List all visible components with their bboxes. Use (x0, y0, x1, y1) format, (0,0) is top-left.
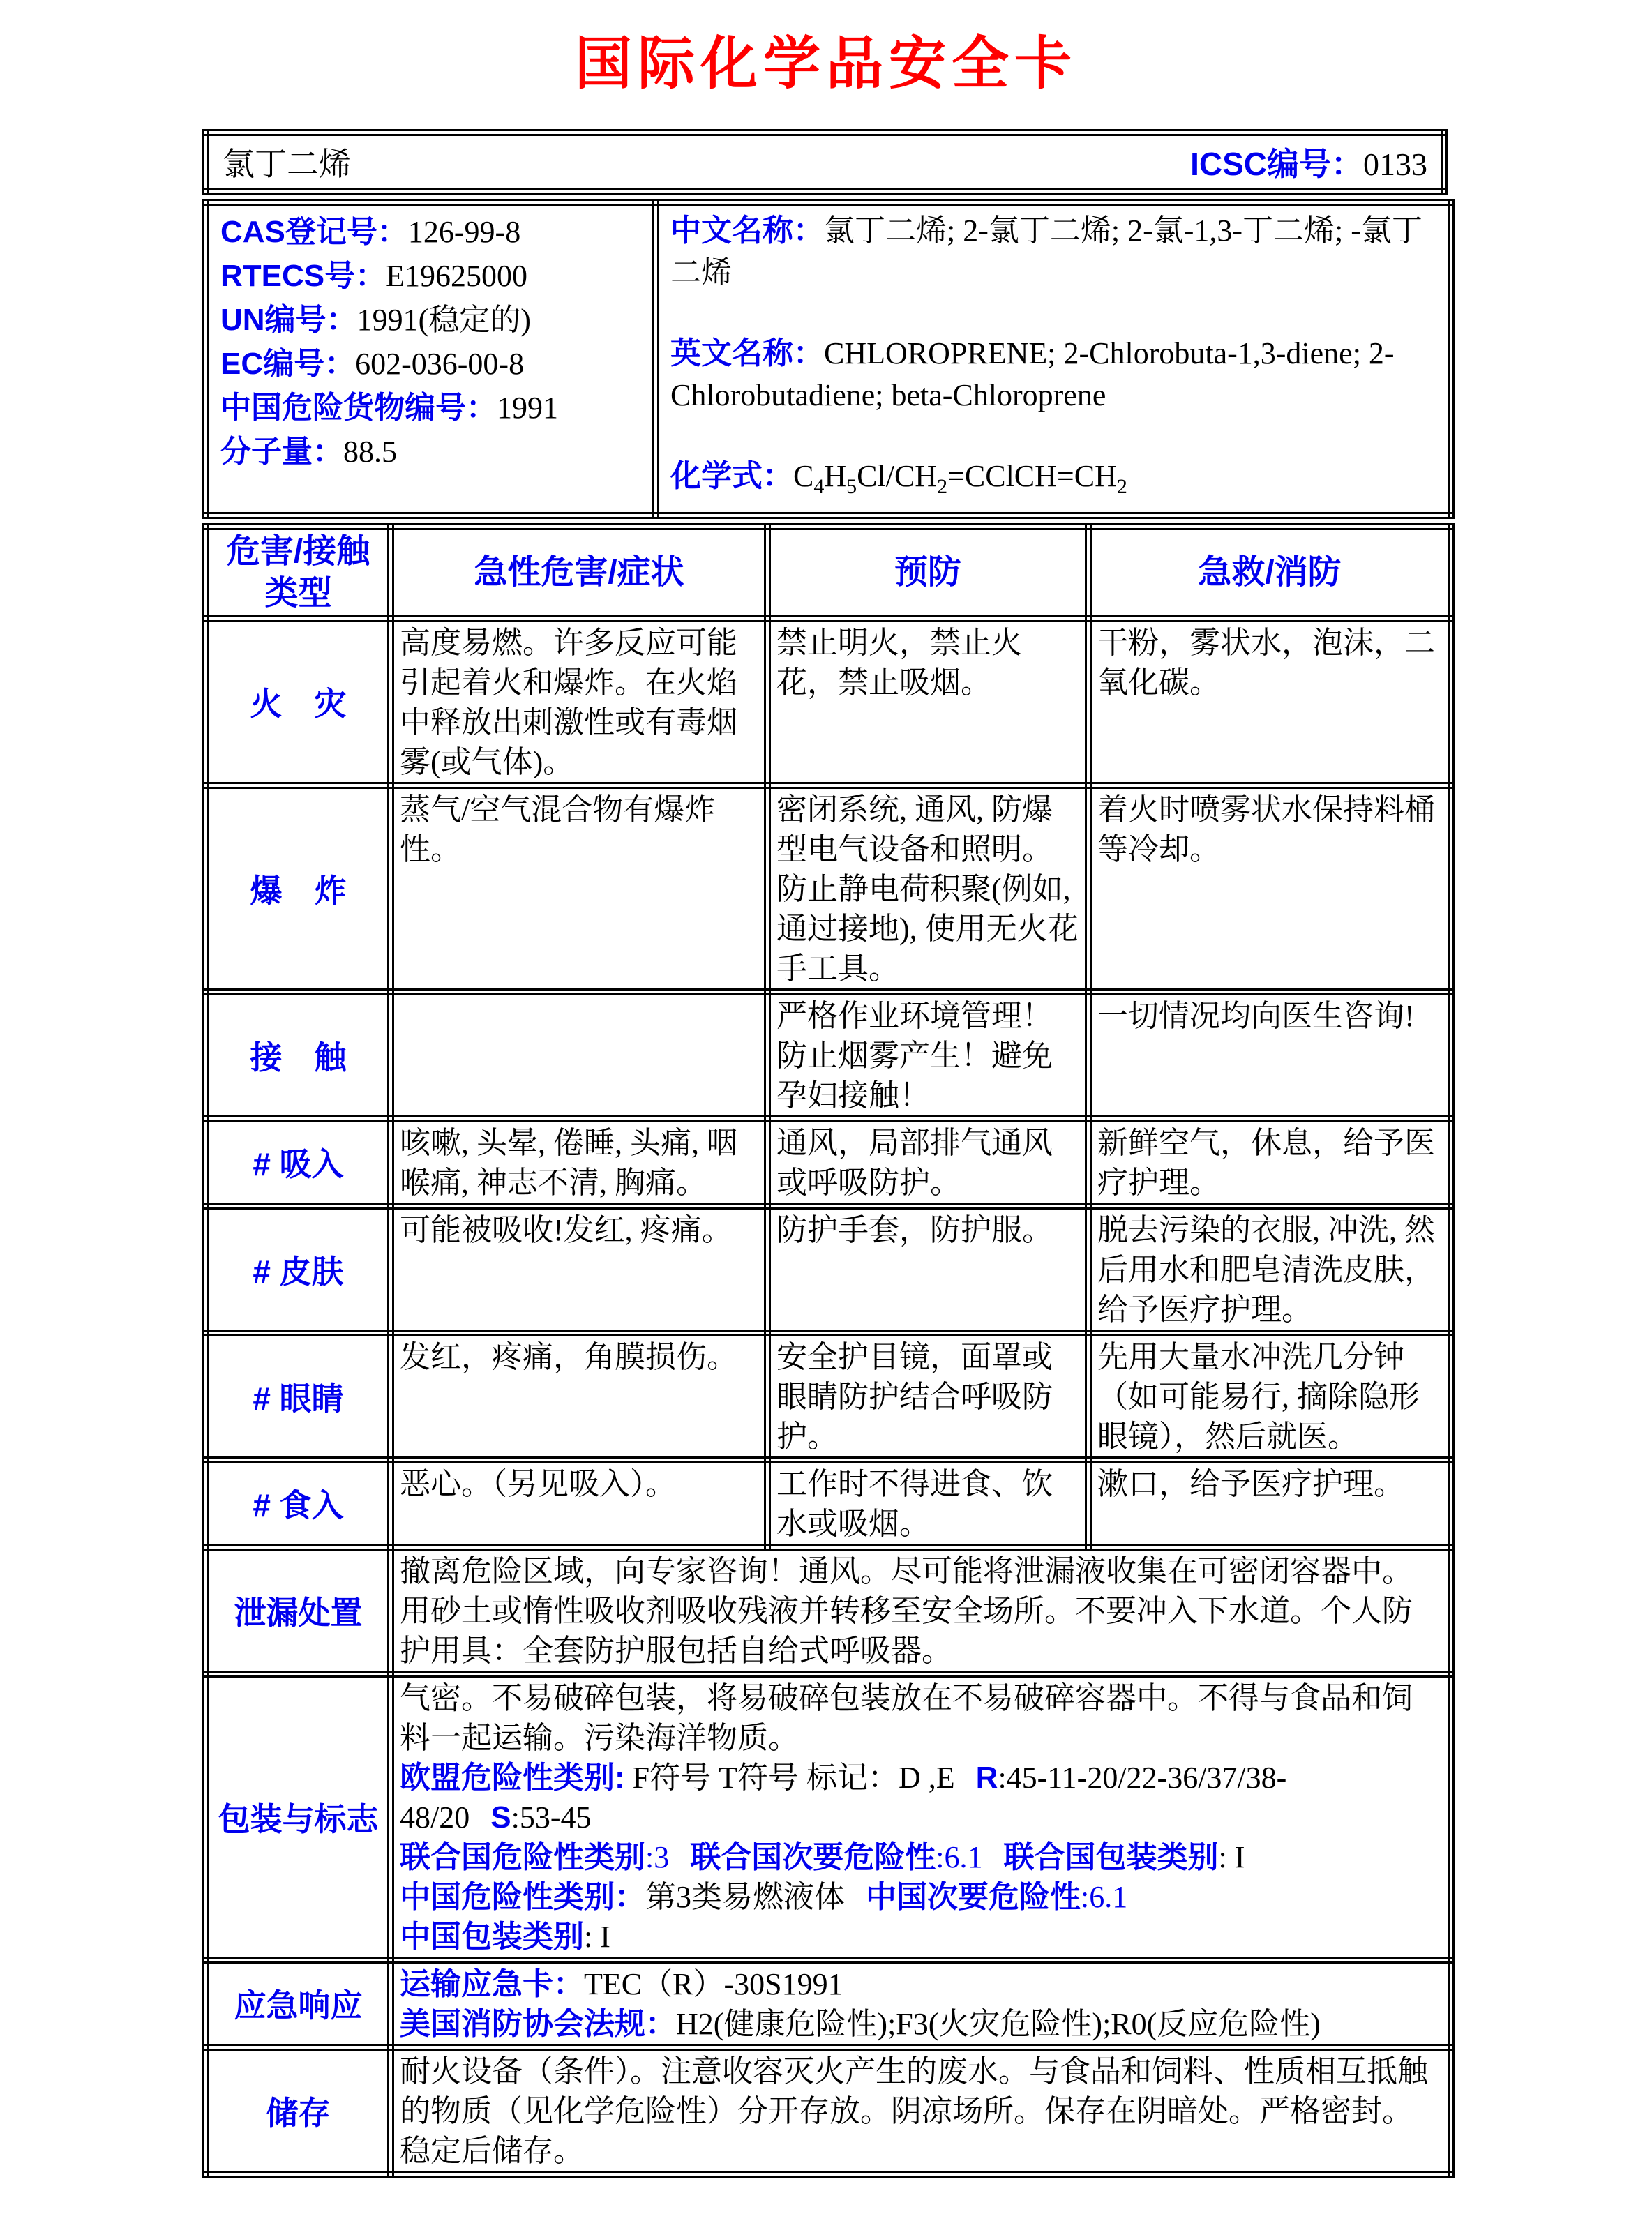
hazard-symptom: 发红，疼痛，角膜损伤。 (391, 1333, 767, 1460)
hazard-symptom: 高度易燃。许多反应可能引起着火和爆炸。在火焰中释放出刺激性或有毒烟雾(或气体)。 (391, 619, 767, 785)
hazard-row-fire (206, 619, 1451, 785)
hazard-row-label: # 皮肤 (206, 1206, 391, 1333)
eu-class-label: 欧盟危险性类别: (400, 1760, 625, 1795)
hazard-symptom: 可能被吸收!发红, 疼痛。 (391, 1206, 767, 1333)
icsc-number (1190, 139, 1427, 185)
cn-class-label: 中国危险性类别： (400, 1879, 645, 1914)
card-header-row (210, 137, 1440, 187)
hazard-prevention: 安全护目镜，面罩或眼睛防护结合呼吸防护。 (767, 1333, 1088, 1460)
packaging-content (391, 1674, 1451, 1960)
hazard-prevention: 防护手套，防护服。 (767, 1206, 1088, 1333)
id-row-ec (220, 342, 641, 386)
hazard-response: 漱口，给予医疗护理。 (1088, 1460, 1451, 1547)
header-acute-symptoms: 急性危害/症状 (391, 527, 767, 619)
hazard-response: 脱去污染的衣服, 冲洗, 然后用水和肥皂清洗皮肤，给予医疗护理。 (1088, 1206, 1451, 1333)
id-label: RTECS号： (220, 259, 386, 293)
id-value: 602-036-00-8 (355, 347, 525, 381)
packaging-un-line: 联合国危险性类别:3 联合国次要危险性:6.1 联合国包装类别: I (400, 1839, 1245, 1874)
storage-label: 储存 (206, 2047, 391, 2174)
spill-text: 撤离危险区域，向专家咨询！通风。尽可能将泄漏液收集在可密闭容器中。用砂土或惰性吸收剂吸收残液并转移至安全场所。不要冲入下水道。个人防护用具：全套防护服包括自给式呼吸器。 (391, 1547, 1451, 1674)
packaging-label: 包装与标志 (206, 1674, 391, 1960)
id-value: 1991 (497, 391, 558, 425)
un-class-label: 联合国危险性类别 (400, 1839, 645, 1874)
header-firstaid-firefighting: 急救/消防 (1088, 527, 1451, 619)
id-label: UN编号： (220, 303, 357, 337)
nfpa-line: 美国消防协会法规：H2(健康危险性);F3(火灾危险性);R0(反应危险性) (400, 2006, 1321, 2041)
english-name-line (670, 333, 1436, 416)
r-phrase-label: R (975, 1760, 998, 1795)
hazard-symptom: 蒸气/空气混合物有爆炸性。 (391, 785, 767, 992)
hazard-prevention: 密闭系统, 通风, 防爆型电气设备和照明。防止静电荷积聚(例如, 通过接地), 使用无火花手工具。 (767, 785, 1088, 992)
hazard-response: 着火时喷雾状水保持料桶等冷却。 (1088, 785, 1451, 992)
chemical-name: 氯丁二烯 (223, 146, 351, 182)
chinese-name-value: 氯丁二烯; 2-氯丁二烯; 2-氯-1,3-丁二烯; -氯丁二烯 (670, 213, 1422, 289)
id-row-cn-dangerous-goods (220, 386, 641, 430)
cn-sub-label: 中国次要危险性 (866, 1879, 1081, 1914)
chinese-name-label: 中文名称： (670, 213, 824, 248)
hazard-row-label: # 食入 (206, 1460, 391, 1547)
id-row-rtecs (220, 254, 641, 298)
hazard-table (202, 523, 1455, 2178)
emergency-row (206, 1960, 1451, 2047)
packaging-row (206, 1674, 1451, 1960)
identity-section (202, 199, 1455, 519)
hazard-prevention: 严格作业环境管理！防止烟雾产生！避免孕妇接触！ (767, 992, 1088, 1119)
formula-label: 化学式： (670, 459, 793, 493)
names-cell (656, 202, 1451, 515)
english-name-label: 英文名称： (670, 336, 824, 370)
hazard-prevention: 禁止明火，禁止火花，禁止吸烟。 (767, 619, 1088, 785)
hazard-row-explosion (206, 785, 1451, 992)
hazard-row-label: # 吸入 (206, 1119, 391, 1206)
id-label: EC编号： (220, 347, 356, 381)
identifier-list (206, 202, 656, 515)
hazard-row-inhalation (206, 1119, 1451, 1206)
hazard-response: 一切情况均向医生咨询! (1088, 992, 1451, 1119)
id-value: 1991(稳定的) (356, 303, 531, 337)
hazard-row-skin (206, 1206, 1451, 1333)
card-header-section (202, 129, 1448, 195)
packaging-cn-pack-line: 中国包装类别: I (400, 1919, 610, 1954)
hazard-header-row (206, 527, 1451, 619)
spill-label: 泄漏处置 (206, 1547, 391, 1674)
page-title: 国际化学品安全卡 (574, 32, 1077, 96)
spill-row (206, 1547, 1451, 1674)
id-row-cas (220, 210, 641, 254)
packaging-line1: 气密。不易破碎包装，将易破碎包装放在不易破碎容器中。不得与食品和饲料一起运输。污染海洋物质。 (400, 1680, 1413, 1755)
un-pack-label: 联合国包装类别 (1003, 1839, 1219, 1874)
id-label: 中国危险货物编号： (220, 391, 497, 425)
hazard-symptom (391, 992, 767, 1119)
english-name-value: CHLOROPRENE; 2-Chlorobuta-1,3-diene; 2-Chlorobutadiene; beta-Chloroprene (670, 336, 1395, 412)
hazard-row-label: 爆 炸 (206, 785, 391, 992)
storage-text: 耐火设备（条件）。注意收容灭火产生的废水。与食品和饲料、性质相互抵触的物质（见化学危险性）分开存放。阴凉场所。保存在阴暗处。严格密封。稳定后储存。 (391, 2047, 1451, 2174)
hazard-response: 新鲜空气，休息，给予医疗护理。 (1088, 1119, 1451, 1206)
hazard-row-label: 火 灾 (206, 619, 391, 785)
id-value: E19625000 (386, 259, 528, 293)
id-row-molweight (220, 430, 641, 474)
tec-label: 运输应急卡： (400, 1966, 584, 2001)
packaging-eu-line: 欧盟危险性类别: F符号 T符号 标记：D ,E R:45-11-20/22-36/37/38-48/20 S:53-45 (400, 1760, 1287, 1835)
safety-card (202, 129, 1448, 2182)
id-label: 分子量： (220, 435, 343, 469)
formula-line (670, 455, 1436, 508)
id-value: 126-99-8 (407, 215, 521, 249)
hazard-row-label: 接 触 (206, 992, 391, 1119)
header-hazard-type: 危害/接触类型 (206, 527, 391, 619)
hazard-symptom: 恶心。（另见吸入）。 (391, 1460, 767, 1547)
hazard-prevention: 工作时不得进食、饮水或吸烟。 (767, 1460, 1088, 1547)
hazard-row-eyes (206, 1333, 1451, 1460)
hazard-row-ingestion (206, 1460, 1451, 1547)
id-row-un (220, 298, 641, 342)
formula-value: $C_4H_5Cl/CH_2=CClCH=CH_2$ (793, 459, 1127, 498)
nfpa-label: 美国消防协会法规： (400, 2006, 676, 2041)
un-sub-label: 联合国次要危险性 (690, 1839, 936, 1874)
hazard-row-label: # 眼睛 (206, 1333, 391, 1460)
id-value: 88.5 (343, 435, 397, 469)
header-prevention: 预防 (767, 527, 1088, 619)
id-label: CAS登记号： (220, 215, 408, 249)
emergency-label: 应急响应 (206, 1960, 391, 2047)
cn-pack-label: 中国包装类别 (400, 1919, 584, 1954)
packaging-cn-line: 中国危险性类别：第3类易燃液体 中国次要危险性:6.1 (400, 1879, 1128, 1914)
hazard-symptom: 咳嗽, 头晕, 倦睡, 头痛, 咽喉痛, 神志不清, 胸痛。 (391, 1119, 767, 1206)
hazard-response: 干粉，雾状水，泡沫，二氧化碳。 (1088, 619, 1451, 785)
hazard-row-contact (206, 992, 1451, 1119)
icsc-number-value: 0133 (1363, 146, 1427, 182)
icsc-number-label: ICSC编号： (1190, 146, 1363, 182)
storage-row (206, 2047, 1451, 2174)
chinese-name-line (670, 210, 1436, 294)
hazard-response: 先用大量水冲洗几分钟（如可能易行, 摘除隐形眼镜），然后就医。 (1088, 1333, 1451, 1460)
hazard-prevention: 通风，局部排气通风或呼吸防护。 (767, 1119, 1088, 1206)
s-phrase-label: S (490, 1800, 511, 1835)
tec-line: 运输应急卡：TEC（R）-30S1991 (400, 1966, 843, 2001)
emergency-content (391, 1960, 1451, 2047)
